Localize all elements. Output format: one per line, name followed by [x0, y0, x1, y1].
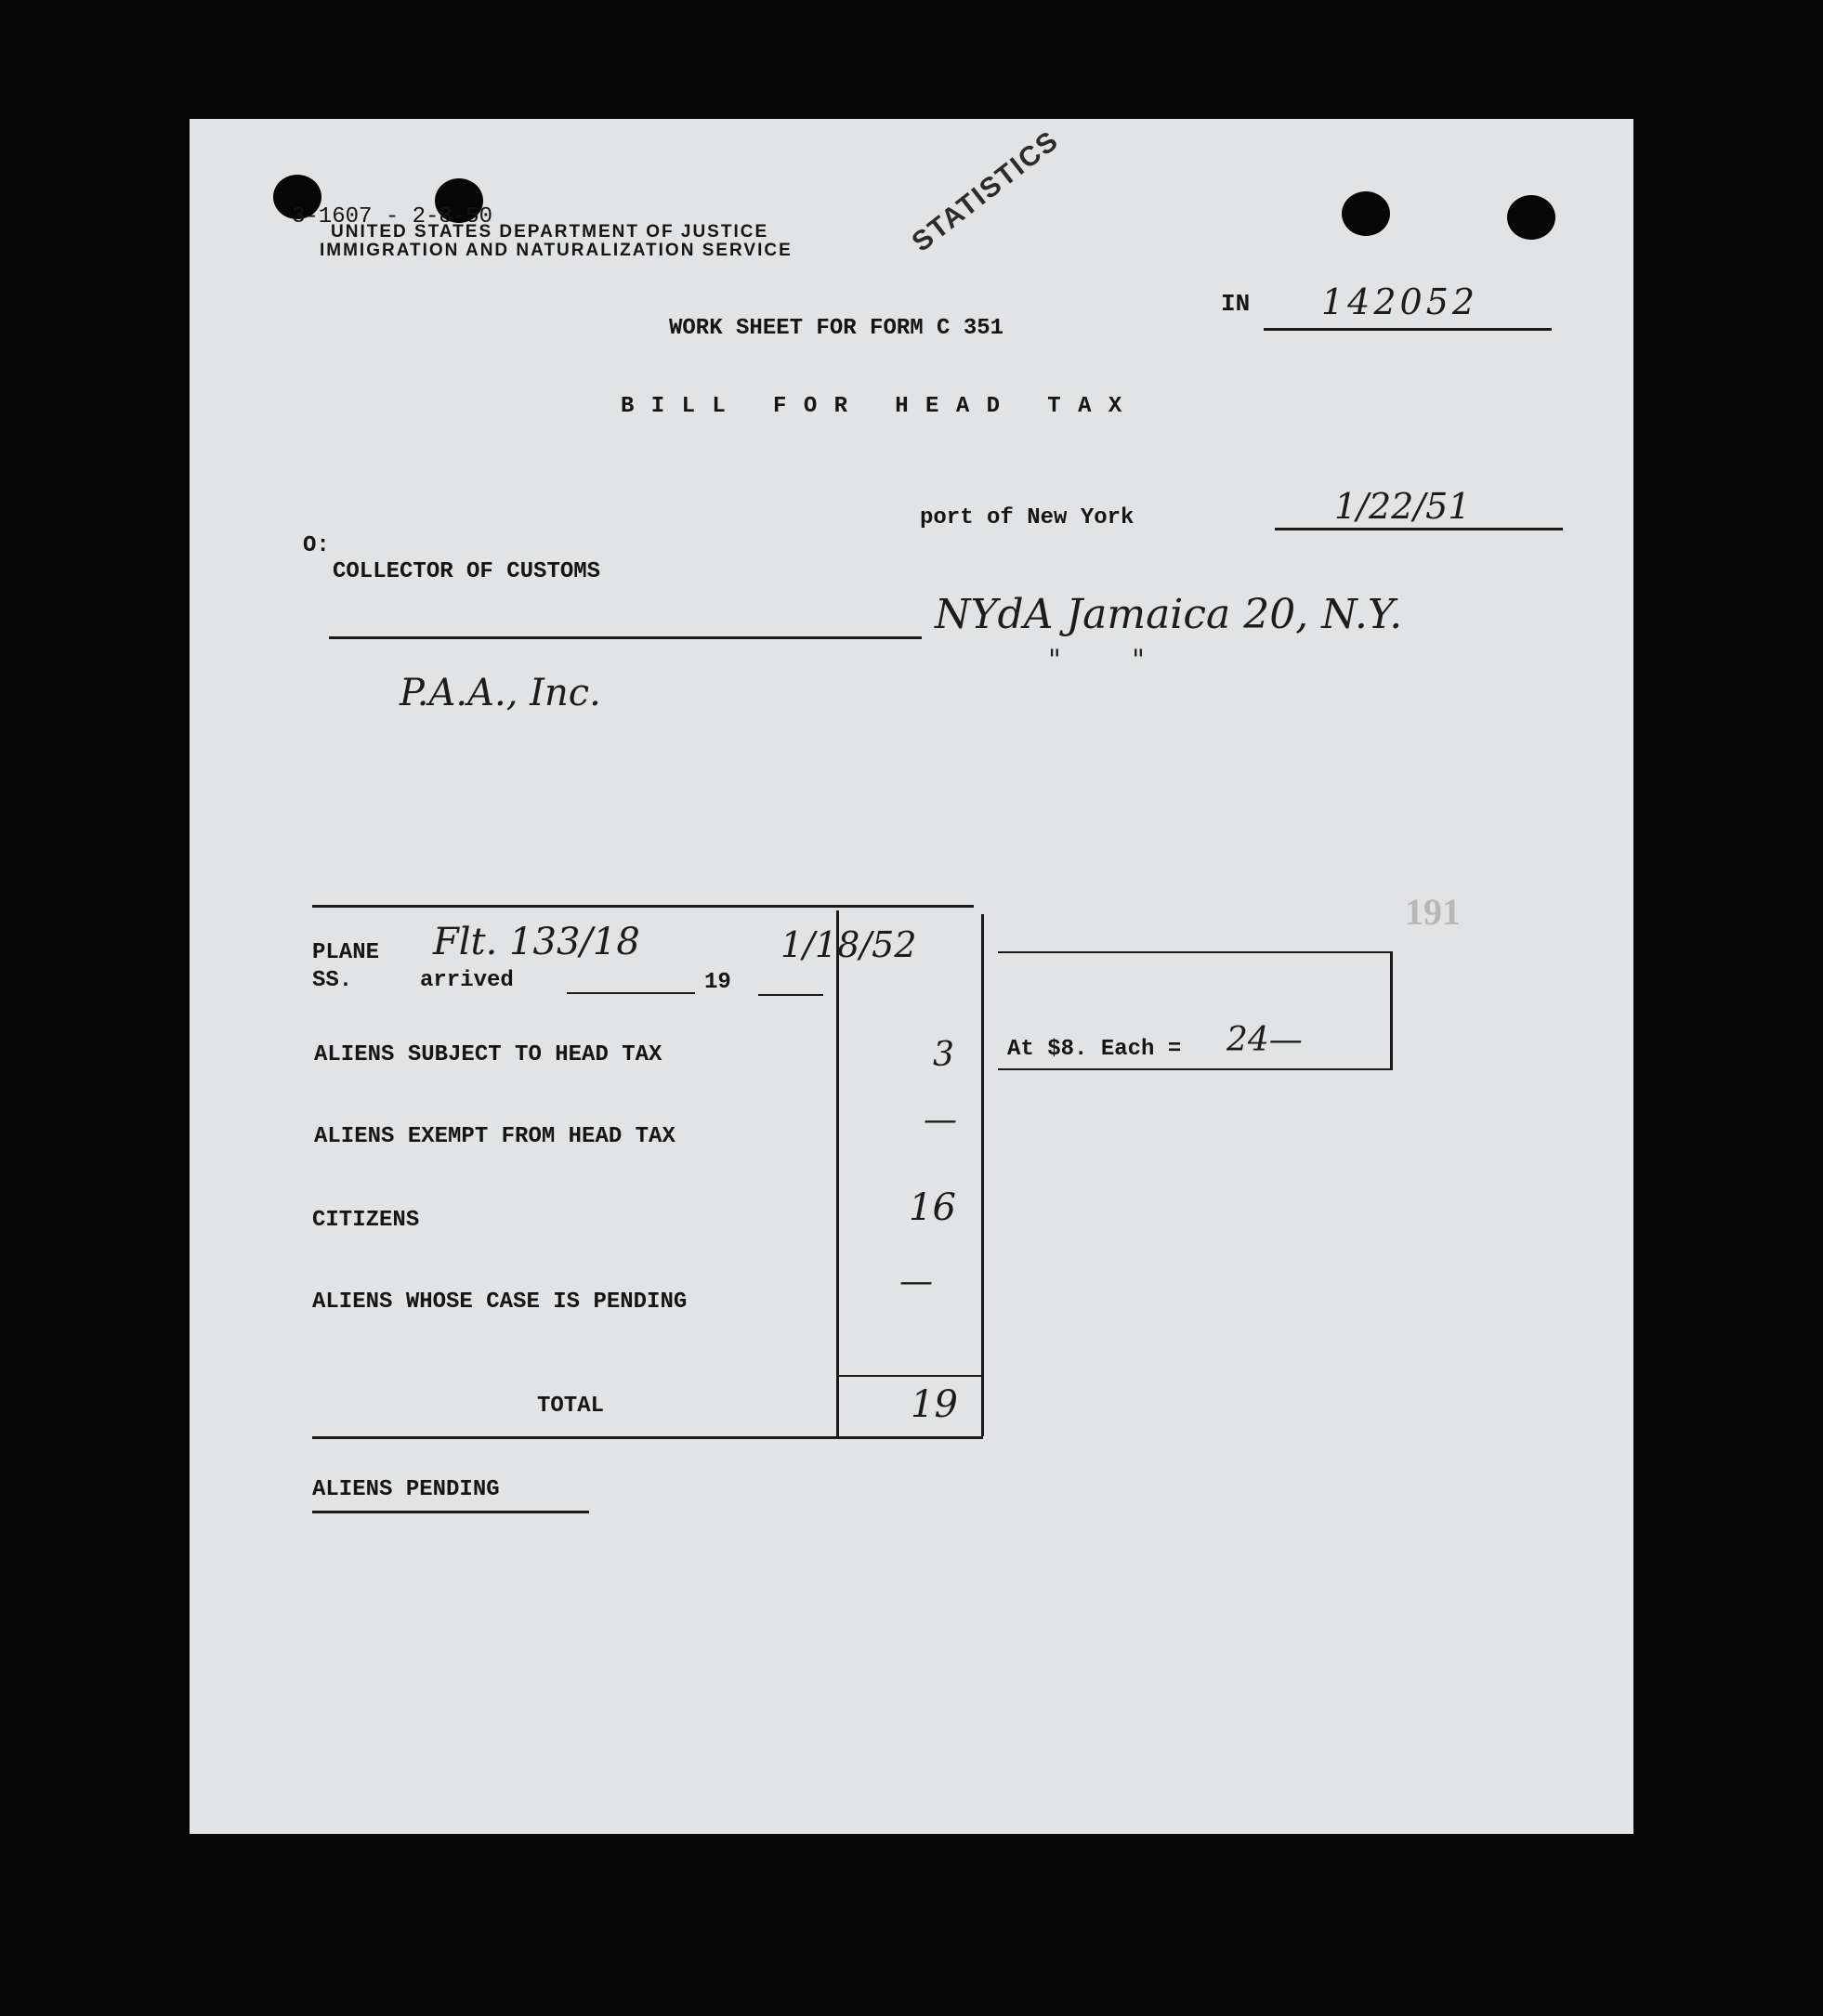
rate-box-top	[998, 951, 1392, 953]
row-label: ALIENS SUBJECT TO HEAD TAX	[314, 1042, 662, 1067]
plane-label: PLANE	[312, 940, 380, 965]
row-label: CITIZENS	[312, 1208, 420, 1233]
table-bottom-rule	[312, 1436, 983, 1439]
agency-line-1: UNITED STATES DEPARTMENT OF JUSTICE	[331, 222, 769, 242]
table-top-rule	[312, 905, 974, 908]
table-divider	[836, 910, 839, 1436]
rate-box-bottom	[998, 1068, 1392, 1070]
ditto-marks: " "	[1048, 644, 1145, 676]
document-sheet	[190, 119, 1633, 1834]
row-value: 3	[933, 1036, 954, 1074]
to-label: O:	[303, 533, 330, 558]
ss-label: SS.	[312, 968, 353, 993]
date-underline	[1275, 528, 1563, 530]
page-number: 191	[1405, 891, 1461, 933]
aliens-pending-label: ALIENS PENDING	[312, 1477, 500, 1502]
row-value: —	[924, 1101, 957, 1139]
punch-hole	[1342, 191, 1390, 236]
in-number: 142052	[1321, 281, 1479, 322]
flight-handwritten: Flt. 133/18	[433, 921, 640, 963]
rate-text: At $8. Each =	[1007, 1037, 1182, 1062]
arrived-underline	[567, 992, 695, 994]
worksheet-title: WORK SHEET FOR FORM C 351	[669, 316, 1004, 341]
row-value: —	[899, 1263, 933, 1301]
row-value: 16	[909, 1186, 956, 1229]
rate-amount: 24—	[1226, 1021, 1303, 1059]
rate-box-right	[1390, 951, 1393, 1070]
table-right-border	[981, 914, 984, 1436]
address-underline	[329, 636, 922, 639]
aliens-pending-underline	[312, 1511, 589, 1513]
year-underline	[758, 994, 823, 996]
statistics-stamp: STATISTICS	[906, 124, 1066, 258]
date: 1/22/51	[1334, 486, 1471, 527]
total-value: 19	[911, 1383, 958, 1426]
form-number: 3-1607 - 2-8-50	[292, 204, 493, 229]
punch-hole	[1507, 195, 1555, 240]
year-prefix: 19	[704, 970, 731, 995]
port-label: port of New York	[920, 505, 1134, 530]
agency-line-2: IMMIGRATION AND NATURALIZATION SERVICE	[320, 241, 793, 260]
in-underline	[1264, 328, 1552, 331]
bill-title: B I L L F O R H E A D T A X	[621, 394, 1124, 419]
company-handwritten: P.A.A., Inc.	[400, 672, 601, 714]
total-label: TOTAL	[537, 1394, 605, 1419]
flight-date-handwritten: 1/18/52	[780, 924, 917, 965]
row-label: ALIENS WHOSE CASE IS PENDING	[312, 1289, 688, 1315]
address-handwritten: NYdA Jamaica 20, N.Y.	[935, 591, 1403, 638]
row-label: ALIENS EXEMPT FROM HEAD TAX	[314, 1124, 675, 1149]
in-label: IN	[1221, 290, 1251, 318]
arrived-label: arrived	[420, 968, 514, 993]
total-top-rule	[838, 1375, 983, 1377]
collector-name: COLLECTOR OF CUSTOMS	[333, 559, 601, 584]
